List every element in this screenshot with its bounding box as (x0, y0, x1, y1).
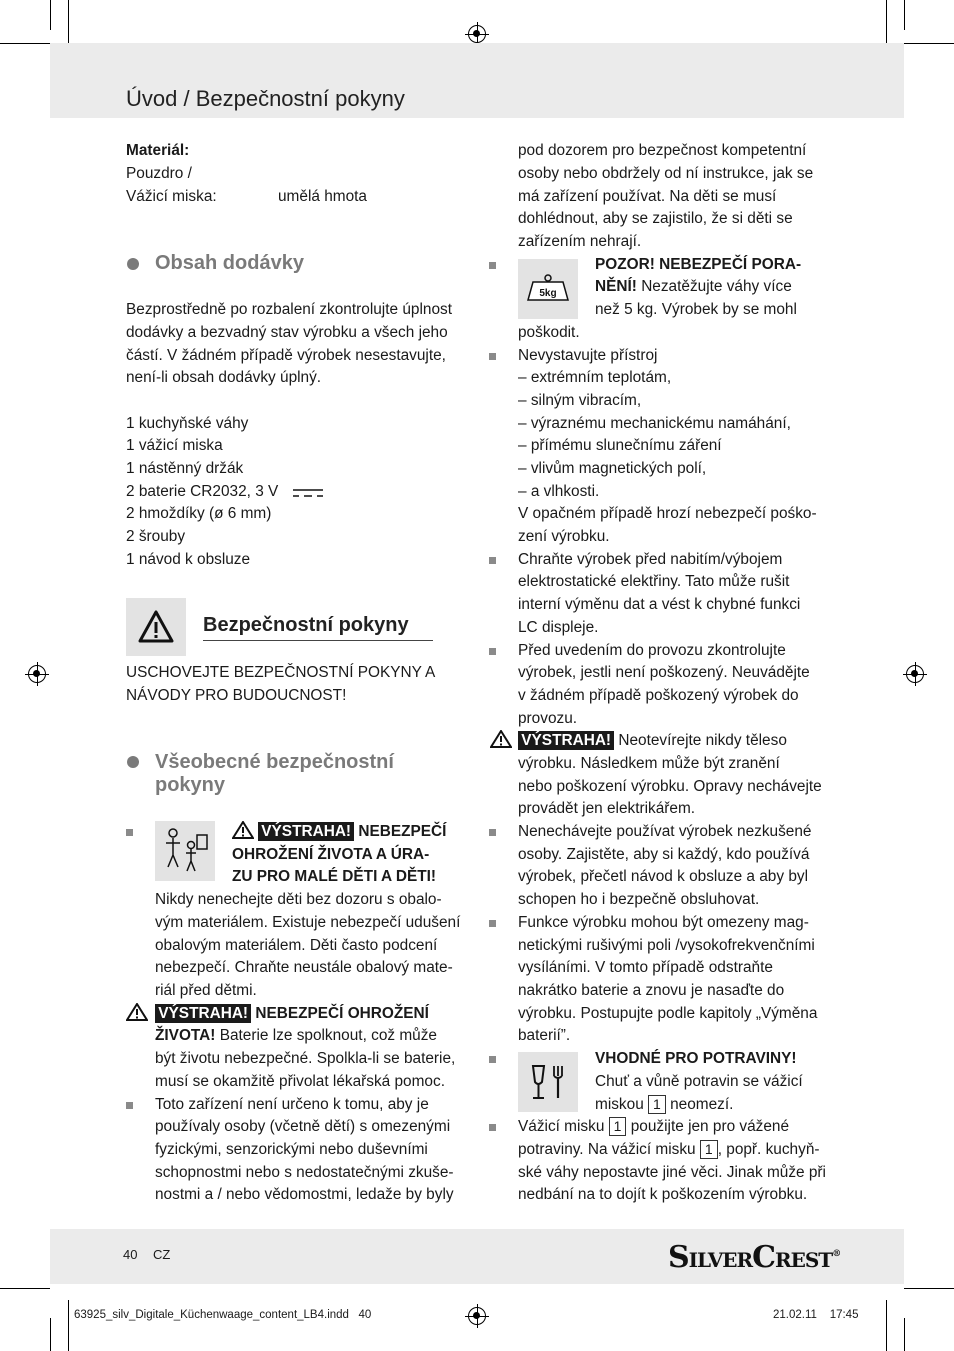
delivery-item: 2 hmoždíky (ø 6 mm) (126, 505, 272, 522)
expose-item: – vlivům magnetických polí, (518, 460, 707, 477)
print-date: 21.02.11 17:45 (773, 1309, 859, 1321)
crop-mark (50, 1318, 51, 1351)
weight-5kg-icon (518, 259, 578, 319)
delivery-item: 1 nástěnný držák (126, 460, 244, 477)
expose-tail: zení výrobku. (518, 528, 610, 545)
part-reference: 1 (648, 1095, 666, 1114)
registration-mark-icon (468, 1307, 486, 1325)
interference-line: netickými rušivými poli /vysokofrekvenčními (518, 937, 815, 954)
static-line: elektrostatické elektřiny. Tato může rušit (518, 573, 790, 590)
food-safe-icon-box (518, 1052, 578, 1112)
warning-label: VÝSTRAHA! (258, 822, 354, 841)
caution-head: POZOR! NEBEZPEČÍ PORA- (595, 256, 802, 273)
expose-item: – silným vibracím, (518, 392, 642, 409)
child-warning-body: Nikdy nenechejte děti bez dozoru s obalo- (155, 891, 442, 908)
interference-line: vysíláními. V tomto případě odstraňte (518, 959, 773, 976)
bowl-line: nedbání na to dojít k poškozením výrobku. (518, 1186, 808, 1203)
dc-symbol-icon (292, 487, 324, 499)
language-code: CZ (153, 1247, 171, 1262)
weight-label: 5kg (539, 288, 557, 299)
list-bullet (489, 1124, 496, 1131)
expose-tail: V opačném případě hrozí nebezpečí pośko- (518, 505, 817, 522)
check-line: výrobek, jestli není poškozený. Neuvádějte (518, 664, 810, 681)
delivery-intro-line: částí. V žádném případě výrobek nesestavujte, (126, 347, 446, 364)
interference-line: baterií”. (518, 1027, 571, 1044)
safety-keep-line: USCHOVEJTE BEZPEČNOSTNÍ POKYNY A (126, 664, 436, 681)
inexperienced-line: Nenechávejte používat výrobek nezkušené (518, 823, 812, 840)
child-warning-body: obalovým materiálem. Děti často podcení (155, 937, 438, 954)
static-line: LC displeje. (518, 619, 599, 636)
device-usage-line: pod dozorem pro bezpečnost kompetentní (518, 142, 807, 159)
device-usage-line: používaly osoby (včetně dětí) s omezenými (155, 1118, 451, 1135)
list-bullet (126, 1102, 133, 1109)
delivery-heading: Obsah dodávky (155, 252, 304, 274)
delivery-item: 2 šrouby (126, 528, 186, 545)
delivery-intro-line: není-li obsah dodávky úplný. (126, 369, 322, 386)
food-safe-line (595, 1094, 733, 1117)
bowl-text: , popř. kuchyň- (717, 1141, 820, 1158)
section-bullet (127, 756, 139, 768)
crop-mark (886, 1300, 887, 1351)
material-line: Pouzdro / (126, 165, 192, 182)
food-safe-line: Chuť a vůně potravin se vážicí (595, 1073, 803, 1090)
battery-warning-line (155, 1025, 437, 1048)
caution-line: poškodit. (518, 324, 580, 341)
food-safe-icon (518, 1052, 578, 1112)
crop-mark (904, 1288, 954, 1289)
general-heading: Všeobecné bezpečnostní (155, 751, 394, 773)
file-info: 63925_silv_Digitale_Küchenwaage_content_LB4.indd 40 (74, 1309, 372, 1321)
crop-mark (904, 43, 954, 44)
delivery-item: 1 kuchyňské váhy (126, 415, 249, 432)
crop-mark (886, 0, 887, 48)
caution-line (595, 276, 792, 299)
open-warning-head (490, 730, 787, 753)
safety-heading: Bezpečnostní pokyny (203, 614, 409, 636)
inexperienced-line: schopen ho i bezpečně obsluhovat. (518, 891, 760, 908)
list-bullet (489, 648, 496, 655)
warning-triangle-icon (126, 1003, 148, 1021)
warning-label: VÝSTRAHA! (155, 1004, 251, 1023)
expose-item: – extrémním teplotám, (518, 369, 672, 386)
warning-text: NEBEZPEČÍ (358, 823, 447, 840)
battery-warning-body: musí se okamžitě přivolat lékařská pomoc. (155, 1073, 445, 1090)
material-label: Vážicí miska: (126, 188, 217, 205)
expose-item: – přímému slunečnímu záření (518, 437, 722, 454)
warning-text: NEBEZPEČÍ OHROŽENÍ (255, 1005, 429, 1022)
list-bullet (489, 829, 496, 836)
delivery-intro-line: dodávky a bezvadný stav výrobku a všech jeho (126, 324, 448, 341)
bowl-line (518, 1116, 789, 1139)
section-bullet (127, 258, 139, 270)
heading-underline (203, 640, 433, 641)
device-usage-line: osoby nebo obdržely od ní instrukce, jak se (518, 165, 814, 182)
registration-mark-icon (468, 25, 486, 43)
bowl-text: použijte jen pro vážené (630, 1118, 790, 1135)
device-usage-line: zařízením nehrají. (518, 233, 642, 250)
open-warning-line: provádět jen elektrikářem. (518, 800, 696, 817)
bowl-line: ské váhy nepostavte jiné věci. Jinak může při (518, 1164, 826, 1181)
expose-intro: Nevystavujte přístroj (518, 347, 658, 364)
warning-text: ŽIVOTA! (155, 1027, 216, 1044)
registration-mark-icon (906, 665, 924, 683)
crop-mark (50, 0, 51, 30)
material-heading: Materiál: (126, 142, 190, 159)
expose-item: – výraznému mechanickému namáhání, (518, 415, 791, 432)
page-number: 40 (123, 1247, 138, 1262)
battery-warning-head (126, 1003, 429, 1026)
child-danger-icon (155, 821, 215, 881)
check-line: Před uvedením do provozu zkontrolujte (518, 642, 786, 659)
delivery-item: 1 návod k obsluze (126, 551, 251, 568)
food-safe-head: VHODNÉ PRO POTRAVINY! (595, 1050, 797, 1067)
child-warning-head (232, 821, 446, 844)
caution-text: Nezatěžujte váhy více (641, 278, 792, 295)
list-bullet (489, 557, 496, 564)
child-warning-head: ZU PRO MALÉ DĚTI A DĚTI! (232, 868, 437, 885)
food-safe-text: neomezí. (670, 1096, 734, 1113)
static-line: Chraňte výrobek před nabitím/výbojem (518, 551, 783, 568)
device-usage-line: fyzickými, senzorickými nebo duševními (155, 1141, 428, 1158)
child-warning-body: riál před dětmi. (155, 982, 257, 999)
registration-mark-icon (28, 665, 46, 683)
crop-mark (0, 43, 50, 44)
child-danger-icon-box (155, 821, 215, 881)
page-title: Úvod / Bezpečnostní pokyny (126, 86, 405, 111)
warning-label: VÝSTRAHA! (518, 731, 614, 750)
warning-triangle-icon (490, 730, 512, 748)
device-usage-line: Toto zařízení není určeno k tomu, aby je (155, 1096, 429, 1113)
general-heading: pokyny (155, 774, 226, 796)
child-warning-body: vým materiálem. Existuje nebezpečí udušení (155, 914, 461, 931)
delivery-intro-line: Bezprostředně po rozbalení zkontrolujte úplnost (126, 301, 452, 318)
child-warning-head: OHROŽENÍ ŽIVOTA A ÚRA- (232, 846, 430, 863)
device-usage-line: má zařízení používat. Na děti se musí (518, 188, 777, 205)
weight-limit-icon-box (518, 259, 578, 319)
list-bullet (489, 920, 496, 927)
child-warning-body: nebezpečí. Chraňte neustále obalový mate- (155, 959, 453, 976)
delivery-item: 1 vážicí miska (126, 437, 223, 454)
warning-icon-box (126, 598, 186, 656)
expose-item: – a vlhkosti. (518, 483, 600, 500)
interference-line: výrobku. Postupujte podle kapitoly „Výměna (518, 1005, 818, 1022)
crop-mark (904, 0, 905, 30)
inexperienced-line: výrobek, přečetl návod k obsluze a aby byl (518, 868, 809, 885)
list-bullet (489, 353, 496, 360)
caution-line: než 5 kg. Výrobek by se mohl (595, 301, 797, 318)
silvercrest-logo: SILVERCREST® (668, 1240, 841, 1275)
crop-mark (68, 0, 69, 48)
safety-keep-line: NÁVODY PRO BUDOUCNOST! (126, 687, 347, 704)
device-usage-line: dohlédnout, aby se zajistilo, že si děti se (518, 210, 793, 227)
bowl-line (518, 1139, 820, 1162)
delivery-item: 2 baterie CR2032, 3 V (126, 483, 279, 500)
list-bullet (489, 262, 496, 269)
caution-head: NĚNÍ! (595, 278, 637, 295)
check-line: v žádném případě poškozený výrobek do (518, 687, 799, 704)
battery-text: Baterie lze spolknout, což může (219, 1027, 437, 1044)
crop-mark (68, 1300, 69, 1351)
part-reference: 1 (609, 1117, 627, 1136)
inexperienced-line: osoby. Zajistěte, aby si každý, kdo používá (518, 846, 810, 863)
interference-line: Funkce výrobku mohou být omezeny mag- (518, 914, 809, 931)
list-bullet (126, 829, 133, 836)
material-value: umělá hmota (278, 188, 367, 205)
part-reference: 1 (700, 1140, 718, 1159)
open-warning-text: Neotevírejte nikdy těleso (618, 732, 787, 749)
device-usage-line: schopnostmi nebo s nedostatečnými zkuše- (155, 1164, 454, 1181)
open-warning-line: výrobku. Následkem může být zranění (518, 755, 780, 772)
warning-triangle-icon (232, 821, 254, 839)
warning-triangle-icon (126, 598, 186, 656)
check-line: provozu. (518, 710, 578, 727)
bowl-text: Vážicí misku (518, 1118, 605, 1135)
food-safe-text: miskou (595, 1096, 644, 1113)
list-bullet (489, 1056, 496, 1063)
crop-mark (0, 1288, 50, 1289)
device-usage-line: nostmi a / nebo vědomostmi, ledaže by byly (155, 1186, 454, 1203)
static-line: interní výměnu dat a vést k chybné funkci (518, 596, 801, 613)
interference-line: nakrátko baterie a znovu je nasaďte do (518, 982, 785, 999)
crop-mark (904, 1318, 905, 1351)
bowl-text: potraviny. Na vážicí misku (518, 1141, 696, 1158)
battery-warning-body: být životu nebezpečné. Spolkla-li se baterie, (155, 1050, 456, 1067)
open-warning-line: nebo poškození výrobku. Opravy nechávejte (518, 778, 822, 795)
